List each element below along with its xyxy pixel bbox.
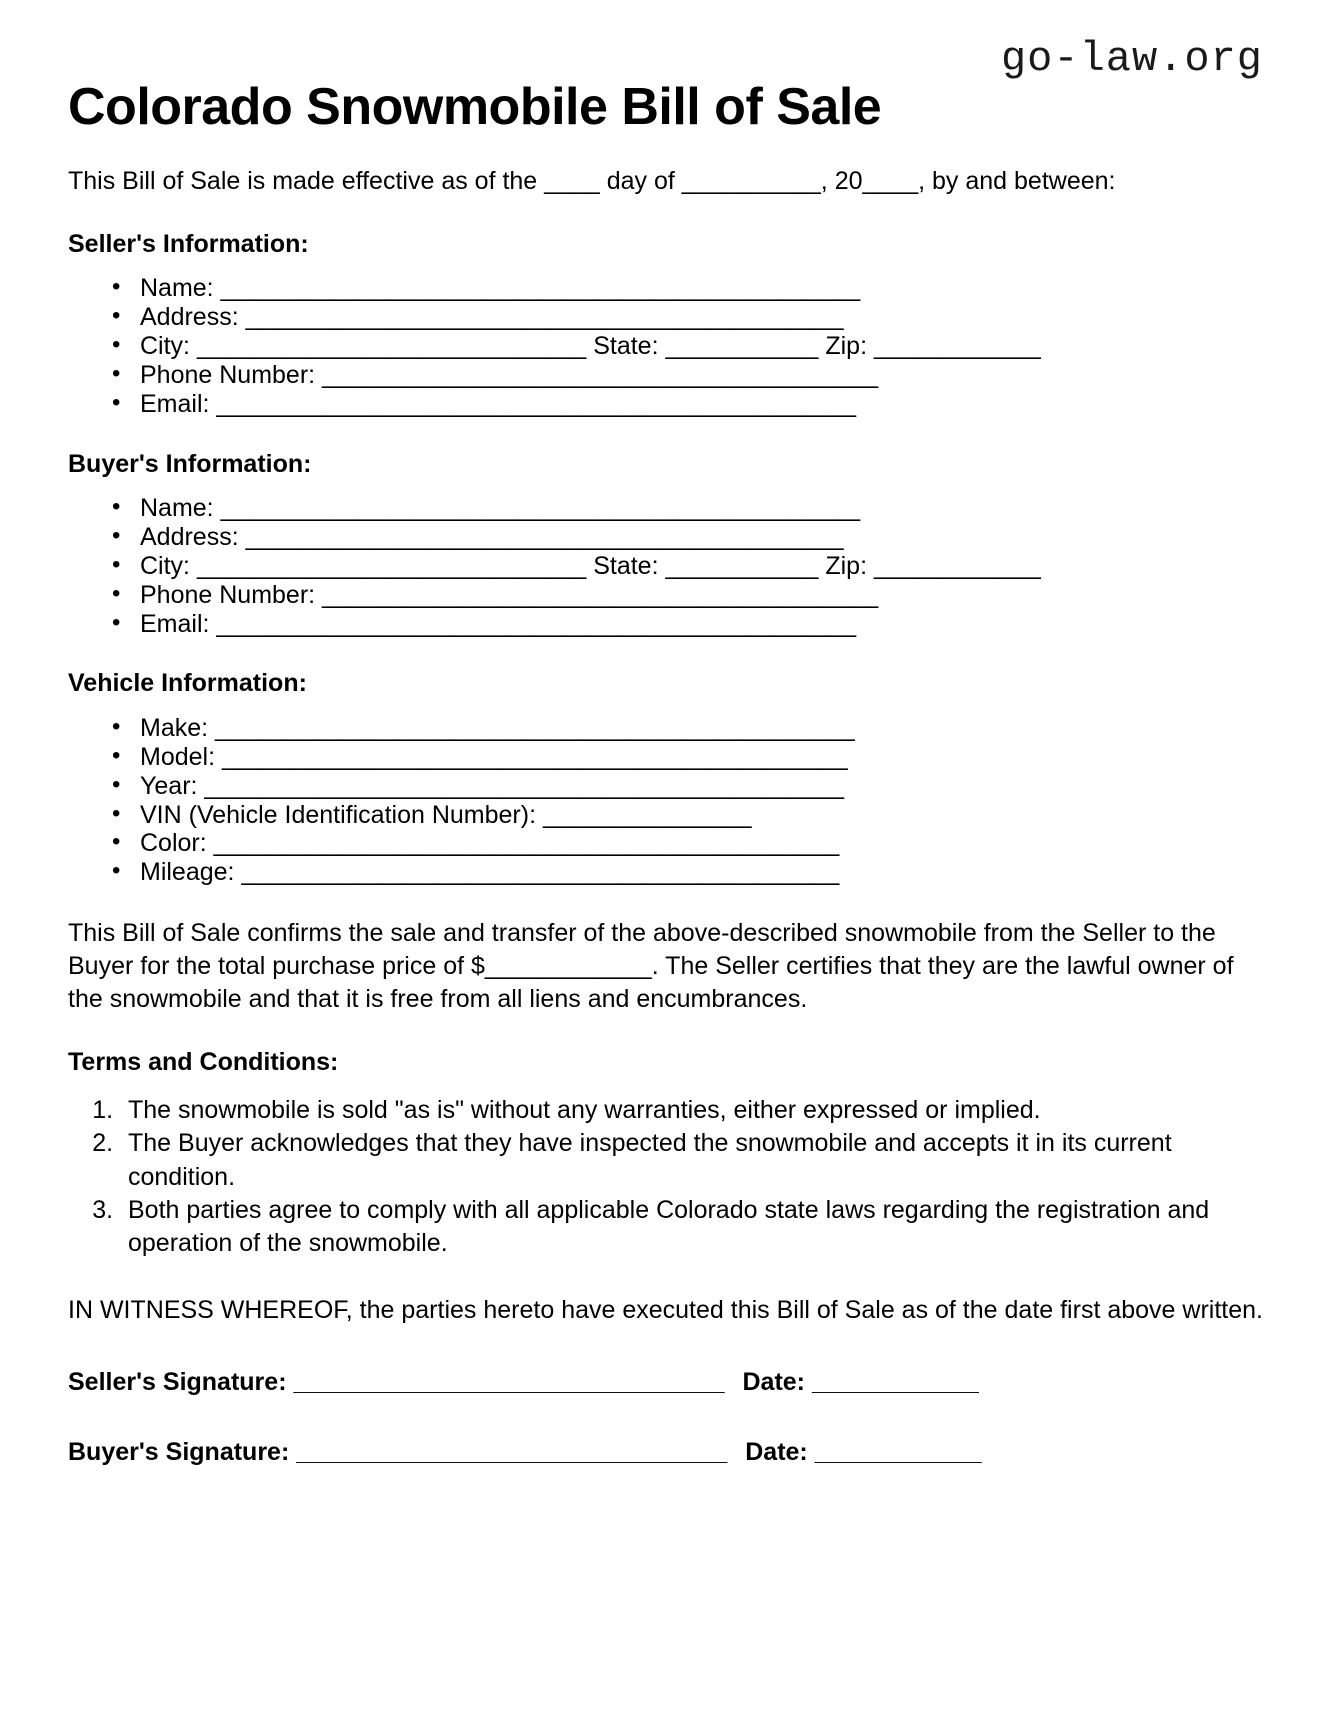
terms-and-conditions-heading: Terms and Conditions: <box>68 1047 339 1076</box>
vehicle-vin-field[interactable]: • VIN (Vehicle Identification Number): _______________ <box>112 801 1263 830</box>
page-title: Colorado Snowmobile Bill of Sale <box>68 78 882 136</box>
buyer-email-field[interactable]: • Email: ______________________________________________ <box>112 610 1263 639</box>
seller-name-field[interactable]: • Name: ______________________________________________ <box>112 274 1263 303</box>
terms-item: 2. The Buyer acknowledges that they have inspected the snowmobile and accepts it in its current condition. <box>120 1127 1263 1194</box>
seller-email-field[interactable]: • Email: ______________________________________________ <box>112 390 1263 419</box>
witness-paragraph: IN WITNESS WHEREOF, the parties hereto have executed this Bill of Sale as of the date first above written. <box>68 1296 1263 1325</box>
buyer-address-field[interactable]: • Address: ___________________________________________ <box>112 523 1263 552</box>
terms-item: 1. The snowmobile is sold "as is" without any warranties, either expressed or implied. <box>120 1094 1263 1127</box>
buyer-phone-field[interactable]: • Phone Number: ________________________________________ <box>112 581 1263 610</box>
terms-list <box>68 1078 1263 1260</box>
vehicle-model-field[interactable]: • Model: _____________________________________________ <box>112 743 1263 772</box>
buyer-field-list <box>68 480 1263 638</box>
vehicle-information-heading: Vehicle Information: <box>68 669 307 698</box>
seller-phone-field[interactable]: • Phone Number: ________________________________________ <box>112 361 1263 390</box>
seller-date-line[interactable]: Date: ____________ <box>742 1367 979 1396</box>
buyer-signature-line[interactable]: Buyer's Signature: _______________________________ <box>68 1438 728 1467</box>
vehicle-year-field[interactable]: • Year: ______________________________________________ <box>112 772 1263 801</box>
buyer-signature-row <box>68 1398 1263 1469</box>
seller-signature-row <box>68 1328 1263 1399</box>
sale-confirmation-paragraph: This Bill of Sale confirms the sale and transfer of the above-described snowmobile from the Seller to the Buyer for the total purchase price of $____________. The Seller certifies that they are the lawful owner of the snowmobile and that it is free from all liens and encumbrances. <box>68 919 1234 1014</box>
vehicle-color-field[interactable]: • Color: _____________________________________________ <box>112 829 1263 858</box>
vehicle-make-field[interactable]: • Make: ______________________________________________ <box>112 714 1263 743</box>
effective-date-paragraph: This Bill of Sale is made effective as of the ____ day of __________, 20____, by and between: <box>68 167 1116 196</box>
vehicle-field-list <box>68 700 1263 887</box>
site-watermark: go-law.org <box>1000 35 1263 83</box>
vehicle-mileage-field[interactable]: • Mileage: ___________________________________________ <box>112 858 1263 887</box>
terms-item: 3. Both parties agree to comply with all applicable Colorado state laws regarding the registration and operation of the snowmobile. <box>120 1194 1263 1261</box>
buyer-name-field[interactable]: • Name: ______________________________________________ <box>112 494 1263 523</box>
seller-city-state-zip-field[interactable]: • City: ____________________________ State: ___________ Zip: ____________ <box>112 332 1263 361</box>
seller-signature-line[interactable]: Seller's Signature: _______________________________ <box>68 1367 725 1396</box>
seller-information-heading: Seller's Information: <box>68 229 309 258</box>
seller-field-list <box>68 260 1263 418</box>
seller-address-field[interactable]: • Address: ___________________________________________ <box>112 303 1263 332</box>
buyer-city-state-zip-field[interactable]: • City: ____________________________ State: ___________ Zip: ____________ <box>112 552 1263 581</box>
buyer-information-heading: Buyer's Information: <box>68 449 312 478</box>
buyer-date-line[interactable]: Date: ____________ <box>745 1438 982 1467</box>
